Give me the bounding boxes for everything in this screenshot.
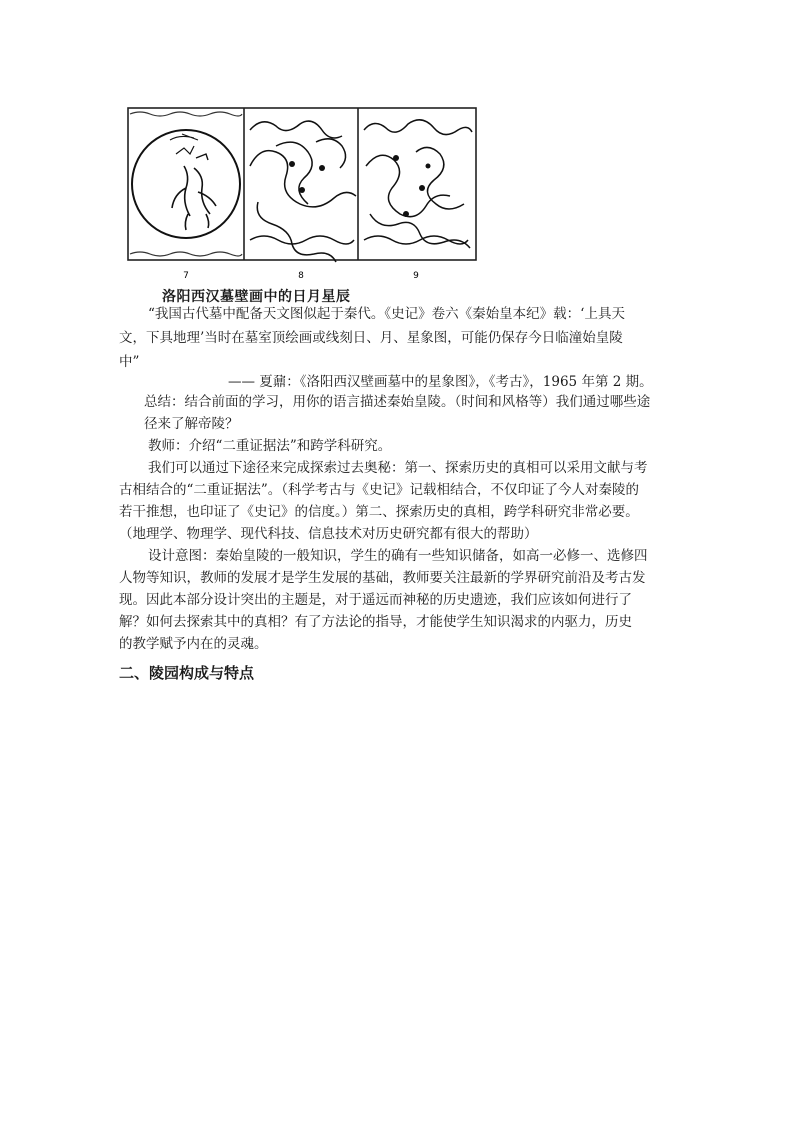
paragraph-line: 我们可以通过下途径来完成探索过去奥秘：第一、探索历史的真相可以采用文献与考	[148, 460, 648, 476]
panel-number: 7	[183, 271, 189, 281]
design-line: 解？如何去探索其中的真相？有了方法论的指导，才能使学生知识渴求的内驱力，历史	[119, 614, 632, 630]
design-line: 现。因此本部分设计突出的主题是，对于遥远而神秘的历史遗迹，我们应该如何进行了	[119, 592, 632, 608]
paragraph-line: 若干推想，也印证了《史记》的信度。）第二、探索历史的真相，跨学科研究非常必要。	[119, 504, 639, 520]
summary-line: 径来了解帝陵？	[144, 416, 239, 432]
design-line: 的教学赋予内在的灵魂。	[119, 636, 268, 652]
design-line: 人物等知识，教师的发展才是学生发展的基础，教师要关注最新的学界研究前沿及考古发	[119, 570, 646, 586]
quote-source: —— 夏鼐：《洛阳西汉壁画墓中的星象图》，《考古》，1965 年第 2 期。	[228, 374, 653, 390]
teacher-line: 教师：介绍“二重证据法”和跨学科研究。	[148, 438, 392, 454]
figure-caption: 洛阳西汉墓壁画中的日月星辰	[162, 289, 351, 305]
design-line: 设计意图：秦始皇陵的一般知识，学生的确有一些知识储备，如高一必修一、选修四	[148, 548, 648, 564]
paragraph-line: 古相结合的“二重证据法”。（科学考古与《史记》记载相结合，不仅印证了今人对秦陵的	[119, 482, 640, 498]
mural-figure	[126, 106, 478, 284]
quote-line: “我国古代墓中配备天文图似起于秦代。《史记》卷六《秦始皇本纪》载：‘上具天	[148, 306, 625, 322]
panel-number: 8	[298, 271, 304, 281]
panel-number: 9	[413, 271, 419, 281]
paragraph-line: （地理学、物理学、现代科技、信息技术对历史研究都有很大的帮助）	[119, 526, 538, 542]
sun-panel	[132, 130, 240, 238]
summary-line: 总结：结合前面的学习，用你的语言描述秦始皇陵。（时间和风格等）我们通过哪些途	[144, 394, 651, 410]
section-title: 二、陵园构成与特点	[119, 664, 255, 682]
star-panel	[364, 120, 472, 248]
quote-line: 中”	[119, 354, 140, 370]
quote-line: 文，下具地理’当时在墓室顶绘画或线刻日、月、星象图，可能仍保存今日临潼始皇陵	[119, 330, 623, 346]
mural-illustration	[126, 106, 478, 284]
